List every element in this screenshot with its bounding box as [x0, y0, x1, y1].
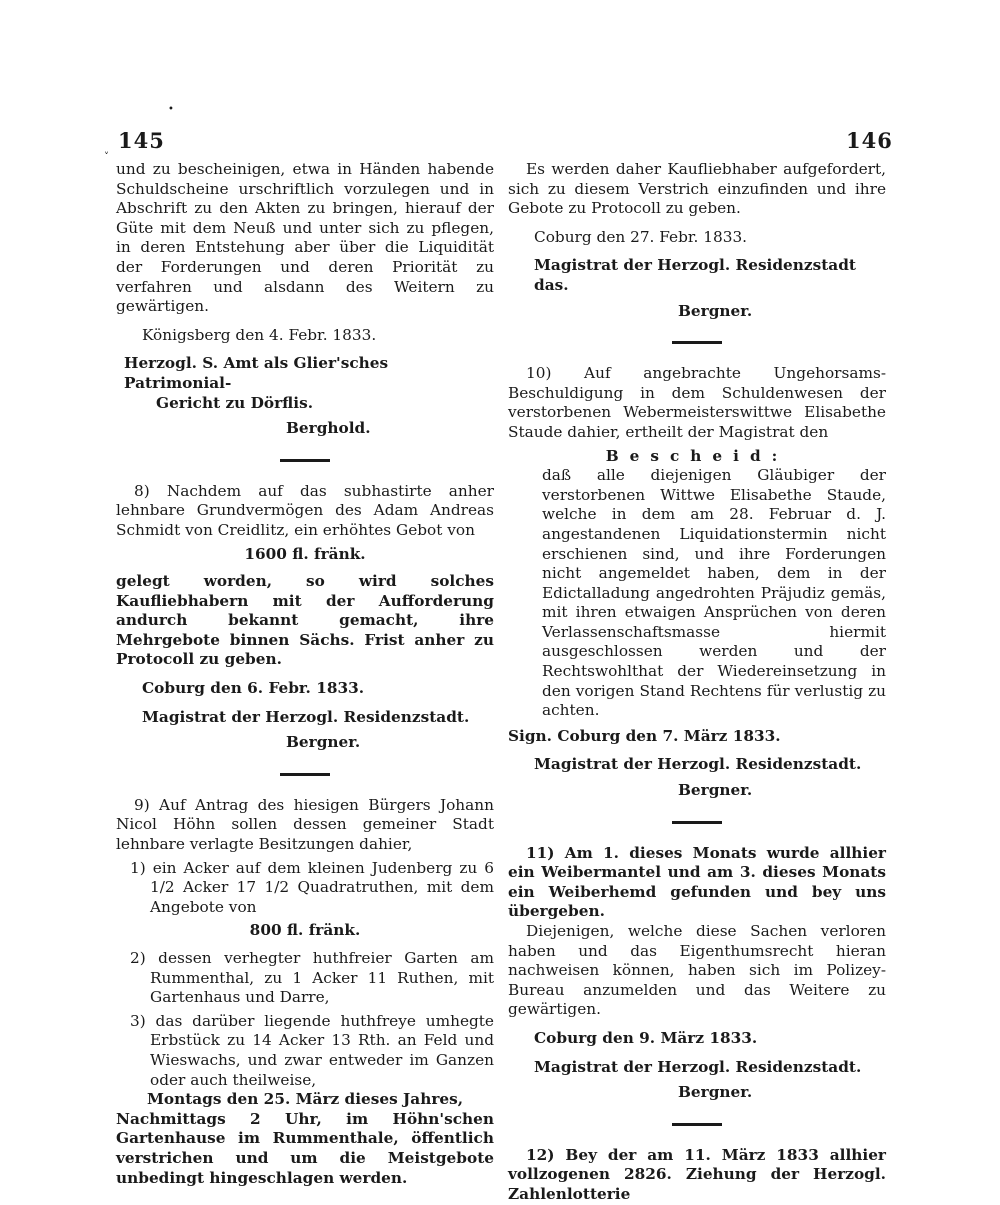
print-speck: • [168, 104, 174, 115]
separator-rule [280, 459, 330, 462]
right-column [508, 160, 886, 1205]
notice-9-item-1: 1) ein Acker auf dem kleinen Judenberg zu 6 1/2 Acker 17 1/2 Quadratruthen, mit dem Angebote von [130, 858, 494, 916]
right-signature-1: Bergner. [678, 301, 753, 320]
notice-9-auction-date: Montags den 25. März dieses Jahres, [146, 1090, 464, 1109]
right-date-3: Coburg den 9. März 1833. [534, 1028, 758, 1047]
left-signature-2: Bergner. [286, 733, 361, 752]
notice-10-date: Sign. Coburg den 7. März 1833. [508, 726, 781, 745]
left-date-1: Königsberg den 4. Febr. 1833. [142, 325, 377, 344]
left-authority-2: Magistrat der Herzogl. Residenzstadt. [142, 707, 470, 726]
left-date-2: Coburg den 6. Febr. 1833. [142, 679, 365, 698]
right-authority-1: Magistrat der Herzogl. Residenzstadt das. [534, 256, 856, 294]
right-authority-2: Magistrat der Herzogl. Residenzstadt. [534, 755, 862, 774]
notice-8-text: 8) Nachdem auf das subhastirte anher lehnbare Grundvermögen des Adam Andreas Schmidt von Creidlitz, ein erhöhtes Gebot von [116, 481, 494, 539]
right-signature-2: Bergner. [678, 781, 753, 800]
notice-12-text: 12) Bey der am 11. März 1833 allhier vollzogenen 2826. Ziehung der Herzogl. Zahlenlotterie [508, 1145, 886, 1203]
notice-8-rest: gelegt worden, so wird solches Kaufliebhabern mit der Aufforderung andurch bekannt gemacht, ihre Mehrgebote binnen Sächs. Frist anher zu Protocoll zu geben. [116, 572, 494, 669]
separator-rule [280, 773, 330, 776]
notice-11-paragraph-2: Diejenigen, welche diese Sachen verloren haben und das Eigenthumsrecht hieran nachweisen können, haben sich im Polizey-Bureau anzumelden und das Weitere zu gewärtigen. [508, 922, 886, 1019]
right-signature-3: Bergner. [678, 1083, 753, 1102]
left-authority-1-line-1: Herzogl. S. Amt als Glier'sches Patrimonial- [124, 354, 389, 392]
notice-10-body: daß alle diejenigen Gläubiger der verstorbenen Wittwe Elisabethe Staude, welche in dem am 28. Februar d. J. angestandenen Liquidationstermin nicht erschienen sind, und ihre Forderungen nicht angemeldet haben, dem in der Edictalladung angedrohten Präjudiz gemäs, mit ihren etwaigen Ansprüchen von deren Verlassenschaftsmasse hiermit ausgeschlossen werden und der Rechtswohlthat der Wiedereinsetzung in den vorigen Stand Rechtens für verlustig zu achten. [542, 466, 886, 720]
notice-10-bescheid-heading: Bescheid: [605, 446, 789, 465]
page-number-left: 145 [118, 128, 165, 153]
notice-11-paragraph-1: 11) Am 1. dieses Monats wurde allhier ein Weibermantel und am 3. dieses Monats ein Weiberhemd gefunden und bey uns übergeben. [508, 843, 886, 921]
print-mark: ˅ [104, 152, 109, 163]
left-column [116, 160, 494, 1188]
notice-9-amount: 800 fl. fränk. [249, 921, 361, 940]
right-continuation: Es werden daher Kaufliebhaber aufgefordert, sich zu diesem Verstrich einzufinden und ihre Gebote zu Protocoll zu geben. [508, 160, 886, 218]
right-date-1: Coburg den 27. Febr. 1833. [534, 227, 748, 246]
notice-8-amount: 1600 fl. fränk. [244, 544, 366, 563]
left-authority-1-line-2: Gericht zu Dörflis. [156, 393, 314, 412]
notice-9-intro: 9) Auf Antrag des hiesigen Bürgers Johann Nicol Höhn sollen dessen gemeiner Stadt lehnbare verlagte Besitzungen dahier, [116, 795, 494, 854]
notice-9-item-2: 2) dessen verhegter huthfreier Garten am Rummenthal, zu 1 Acker 11 Ruthen, mit Gartenhaus und Darre, [130, 949, 494, 1007]
separator-rule [672, 1123, 722, 1126]
separator-rule [672, 341, 722, 344]
separator-rule [672, 821, 722, 824]
notice-9-rest: Nachmittags 2 Uhr, im Höhn'schen Gartenhause im Rummenthale, öffentlich verstrichen und um die Meistgebote unbedingt hingeschlagen werden. [116, 1109, 494, 1187]
notice-10-intro: 10) Auf angebrachte Ungehorsams-Beschuldigung in dem Schuldenwesen der verstorbenen Webermeisterswittwe Elisabethe Staude dahier, ertheilt der Magistrat den [508, 364, 886, 441]
page-number-right: 146 [846, 128, 893, 153]
notice-9-item-3: 3) das darüber liegende huthfreye umhegte Erbstück zu 14 Acker 13 Rth. an Feld und Wieswachs, und zwar entweder im Ganzen oder auch theilweise, [130, 1011, 494, 1089]
left-intro-paragraph: und zu bescheinigen, etwa in Händen habende Schuldscheine urschriftlich vorzulegen und in Abschrift zu den Akten zu bringen, hierauf der Güte mit dem Neuß und unter sich zu pflegen, in deren Entstehung aber über die Liquidität der Forderungen und deren Priorität zu verfahren und alsdann des Weitern zu gewärtigen. [116, 160, 494, 316]
left-signature-1: Berghold. [286, 419, 371, 438]
right-authority-3: Magistrat der Herzogl. Residenzstadt. [534, 1057, 862, 1076]
